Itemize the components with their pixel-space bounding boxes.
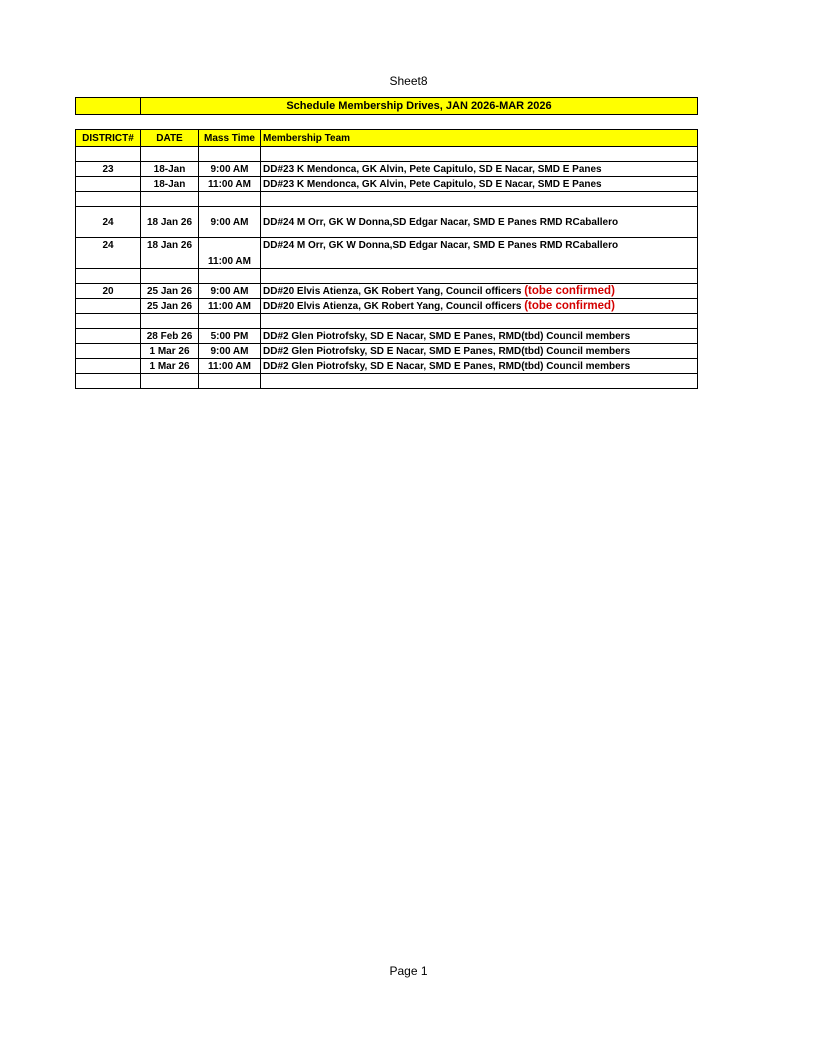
cell-district: 24 [76,238,141,269]
cell-district [76,344,141,359]
cell-district [76,177,141,192]
table-row [76,299,698,314]
cell-mass-time: 9:00 AM [199,207,261,238]
team-text: DD#20 Elvis Atienza, GK Robert Yang, Council officers [263,301,525,312]
header-date: DATE [141,130,199,147]
cell-team [261,299,698,314]
cell-date: 1 Mar 26 [141,359,199,374]
cell-team: DD#2 Glen Piotrofsky, SD E Nacar, SMD E Panes, RMD(tbd) Council members [261,359,698,374]
table-row [76,344,698,359]
cell-mass-time: 11:00 AM [199,238,261,269]
schedule-table [75,129,698,389]
spacer-row [76,374,698,389]
table-row [76,207,698,238]
schedule-title: Schedule Membership Drives, JAN 2026-MAR 2026 [141,98,698,115]
spacer-row [76,314,698,329]
cell-date: 28 Feb 26 [141,329,199,344]
spacer-row [76,269,698,284]
title-banner [75,97,698,115]
cell-mass-time: 11:00 AM [199,299,261,314]
cell-date: 18-Jan [141,177,199,192]
cell-team: DD#23 K Mendonca, GK Alvin, Pete Capitulo, SD E Nacar, SMD E Panes [261,177,698,192]
title-blank-cell [76,98,141,115]
table-row [76,162,698,177]
cell-team [261,284,698,299]
tbc-note: (tobe confirmed) [524,285,615,297]
cell-mass-time: 11:00 AM [199,359,261,374]
cell-team: DD#24 M Orr, GK W Donna,SD Edgar Nacar, SMD E Panes RMD RCaballero [261,207,698,238]
table-row [76,177,698,192]
spacer-row [76,192,698,207]
cell-mass-time: 9:00 AM [199,284,261,299]
cell-date: 18-Jan [141,162,199,177]
tbc-note: (tobe confirmed) [524,300,615,312]
cell-team: DD#2 Glen Piotrofsky, SD E Nacar, SMD E Panes, RMD(tbd) Council members [261,344,698,359]
header-district: DISTRICT# [76,130,141,147]
cell-mass-time: 9:00 AM [199,344,261,359]
cell-district [76,329,141,344]
table-row [76,284,698,299]
cell-team: DD#2 Glen Piotrofsky, SD E Nacar, SMD E Panes, RMD(tbd) Council members [261,329,698,344]
cell-date: 18 Jan 26 [141,207,199,238]
header-mass-time: Mass Time [199,130,261,147]
cell-team: DD#24 M Orr, GK W Donna,SD Edgar Nacar, SMD E Panes RMD RCaballero [261,238,698,269]
cell-team: DD#23 K Mendonca, GK Alvin, Pete Capitulo, SD E Nacar, SMD E Panes [261,162,698,177]
cell-date: 25 Jan 26 [141,299,199,314]
cell-district: 20 [76,284,141,299]
page-number: Page 1 [389,964,428,978]
team-text: DD#20 Elvis Atienza, GK Robert Yang, Council officers [263,286,525,297]
cell-district [76,359,141,374]
spacer-row [76,147,698,162]
cell-district: 24 [76,207,141,238]
header-team: Membership Team [261,130,698,147]
table-row [76,238,698,269]
cell-mass-time: 11:00 AM [199,177,261,192]
cell-date: 25 Jan 26 [141,284,199,299]
cell-date: 1 Mar 26 [141,344,199,359]
header-row [76,130,698,147]
table-row [76,359,698,374]
table-row [76,329,698,344]
cell-district: 23 [76,162,141,177]
cell-district [76,299,141,314]
cell-mass-time: 5:00 PM [199,329,261,344]
cell-date: 18 Jan 26 [141,238,199,269]
cell-mass-time: 9:00 AM [199,162,261,177]
sheet-name: Sheet8 [389,74,428,88]
